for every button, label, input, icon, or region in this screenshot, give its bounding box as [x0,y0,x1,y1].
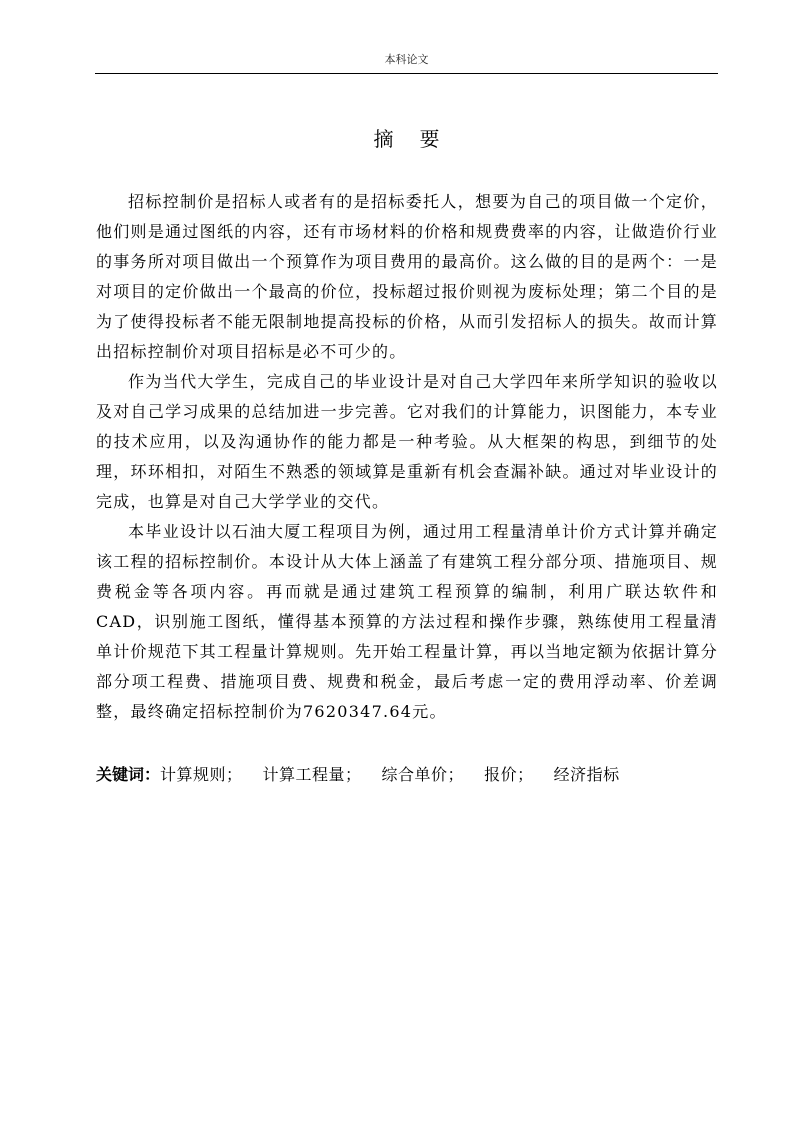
keywords-label: 关键词： [96,765,161,784]
abstract-paragraph-1: 招标控制价是招标人或者有的是招标委托人，想要为自己的项目做一个定价，他们则是通过图纸的内容，还有市场材料的价格和规费费率的内容，让做造价行业的事务所对项目做出一个预算作为项目费用的最高价。这么做的目的是两个：一是对项目的定价做出一个最高的价位，投标超过报价则视为废标处理；第二个目的是为了使得投标者不能无限制地提高投标的价格，从而引发招标人的损失。故而计算出招标控制价对项目招标是必不可少的。 [96,192,718,361]
keyword-item: 综合单价； [381,765,465,784]
running-header: 本科论文 [384,53,429,66]
header-rule [95,73,718,74]
keyword-item: 计算工程量； [262,765,362,784]
keywords-line [96,760,718,790]
abstract-paragraph-2: 作为当代大学生，完成自己的毕业设计是对自己大学四年来所学知识的验收以及对自己学习成果的总结加进一步完善。它对我们的计算能力，识图能力，本专业的技术应用，以及沟通协作的能力都是一种考验。从大框架的构思，到细节的处理，环环相扣，对陌生不熟悉的领域算是重新有机会查漏补缺。通过对毕业设计的完成，也算是对自己大学学业的交代。 [96,372,718,511]
keyword-item: 计算规则； [160,765,243,784]
abstract-paragraph-3: 本毕业设计以石油大厦工程项目为例，通过用工程量清单计价方式计算并确定该工程的招标控制价。本设计从大体上涵盖了有建筑工程分部分项、措施项目、规费税金等各项内容。再而就是通过建筑工程预算的编制，利用广联达软件和CAD，识别施工图纸，懂得基本预算的方法过程和操作步骤，熟练使用工程量清单计价规范下其工程量计算规则。先开始工程量计算，再以当地定额为依据计算分部分项工程费、措施项目费、规费和税金，最后考虑一定的费用浮动率、价差调整，最终确定招标控制价为7620347.64元。 [96,522,718,721]
keyword-item: 报价； [484,765,534,784]
abstract-body [96,187,718,727]
keyword-item: 经济指标 [553,765,620,784]
abstract-title: 摘要 [373,127,466,151]
